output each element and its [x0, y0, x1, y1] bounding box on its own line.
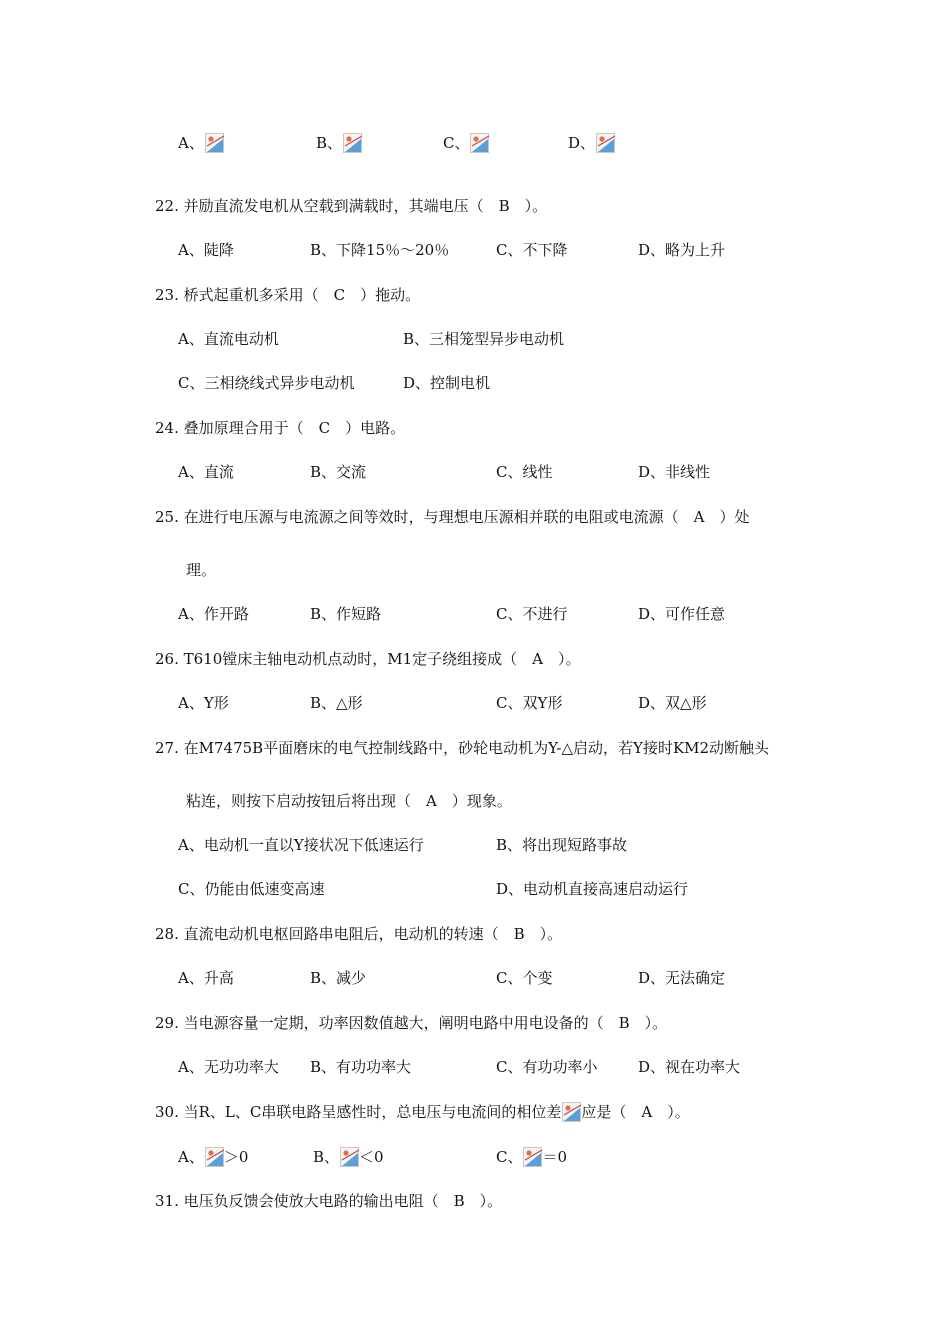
- q23-option-d: D、控制电机: [403, 374, 491, 392]
- q26-option-c: C、双Y形: [496, 694, 563, 712]
- q22-option-a: A、陡降: [178, 241, 234, 259]
- q29-option-d: D、视在功率大: [638, 1058, 741, 1076]
- question-25: 25. 在进行电压源与电流源之间等效时，与理想电压源相并联的电阻或电流源（ A ）处: [155, 508, 750, 526]
- broken-image-icon: [343, 133, 362, 153]
- q25-option-c: C、不进行: [496, 605, 568, 623]
- question-23: 23. 桥式起重机多采用（ C ）拖动。: [155, 286, 421, 304]
- q22-option-c: C、不下降: [496, 241, 568, 259]
- question-28: 28. 直流电动机电枢回路串电阻后，电动机的转速（ B ）。: [155, 925, 563, 943]
- q22-option-d: D、略为上升: [638, 241, 726, 259]
- q30-option-c: C、 ＝0: [496, 1148, 568, 1166]
- q25-option-a: A、作开路: [178, 605, 249, 623]
- question-29: 29. 当电源容量一定期，功率因数值越大，阐明电路中用电设备的（ B ）。: [155, 1014, 668, 1032]
- q28-option-a: A、升高: [178, 969, 234, 987]
- q26-option-d: D、双△形: [638, 694, 707, 712]
- question-30: 30. 当R、L、C串联电路呈感性时，总电压与电流间的相位差 应是（ A ）。: [155, 1103, 690, 1121]
- q24-option-a: A、直流: [178, 463, 234, 481]
- q30-option-a: A、 ＞0: [178, 1148, 249, 1166]
- q30-option-b: B、 ＜0: [313, 1148, 384, 1166]
- q27-option-b: B、将出现短路事故: [496, 836, 628, 854]
- option-c-row0: C、: [443, 133, 489, 153]
- q27-option-d: D、电动机直接高速启动运行: [496, 880, 689, 898]
- q23-option-a: A、直流电动机: [178, 330, 279, 348]
- q22-option-b: B、下降15％～20％: [310, 241, 450, 259]
- q27-option-c: C、仍能由低速变高速: [178, 880, 325, 898]
- q28-option-b: B、减少: [310, 969, 367, 987]
- q26-option-b: B、△形: [310, 694, 363, 712]
- q26-option-a: A、Y形: [178, 694, 229, 712]
- q27-option-a: A、电动机一直以Y接状况下低速运行: [178, 836, 424, 854]
- q29-option-a: A、无功功率大: [178, 1058, 279, 1076]
- question-26: 26. T610镗床主轴电动机点动时，M1定子绕组接成（ A ）。: [155, 650, 581, 668]
- question-24: 24. 叠加原理合用于（ C ）电路。: [155, 419, 406, 437]
- q28-option-c: C、个变: [496, 969, 553, 987]
- q28-option-d: D、无法确定: [638, 969, 726, 987]
- q24-option-d: D、非线性: [638, 463, 711, 481]
- q23-option-b: B、三相笼型异步电动机: [403, 330, 565, 348]
- broken-image-icon: [205, 1147, 224, 1167]
- q25-option-d: D、可作任意: [638, 605, 726, 623]
- broken-image-icon: [340, 1147, 359, 1167]
- q24-option-b: B、交流: [310, 463, 367, 481]
- broken-image-icon: [596, 133, 615, 153]
- question-25-continued: 理。: [186, 561, 217, 579]
- question-22: 22. 并励直流发电机从空载到满载时，其端电压（ B ）。: [155, 197, 548, 215]
- q24-option-c: C、线性: [496, 463, 553, 481]
- broken-image-icon: [562, 1102, 581, 1122]
- question-27: 27. 在M7475B平面磨床的电气控制线路中，砂轮电动机为Y-△启动，若Y接时KM2动断触头: [155, 739, 770, 757]
- broken-image-icon: [205, 133, 224, 153]
- option-a-row0: A、: [178, 133, 224, 153]
- question-31: 31. 电压负反馈会使放大电路的输出电阻（ B ）。: [155, 1192, 503, 1210]
- broken-image-icon: [470, 133, 489, 153]
- q29-option-c: C、有功功率小: [496, 1058, 598, 1076]
- q25-option-b: B、作短路: [310, 605, 382, 623]
- option-d-row0: D、: [568, 133, 615, 153]
- broken-image-icon: [523, 1147, 542, 1167]
- question-27-continued: 粘连，则按下启动按钮后将出现（ A ）现象。: [186, 792, 512, 810]
- q23-option-c: C、三相绕线式异步电动机: [178, 374, 355, 392]
- q29-option-b: B、有功功率大: [310, 1058, 412, 1076]
- option-b-row0: B、: [316, 133, 362, 153]
